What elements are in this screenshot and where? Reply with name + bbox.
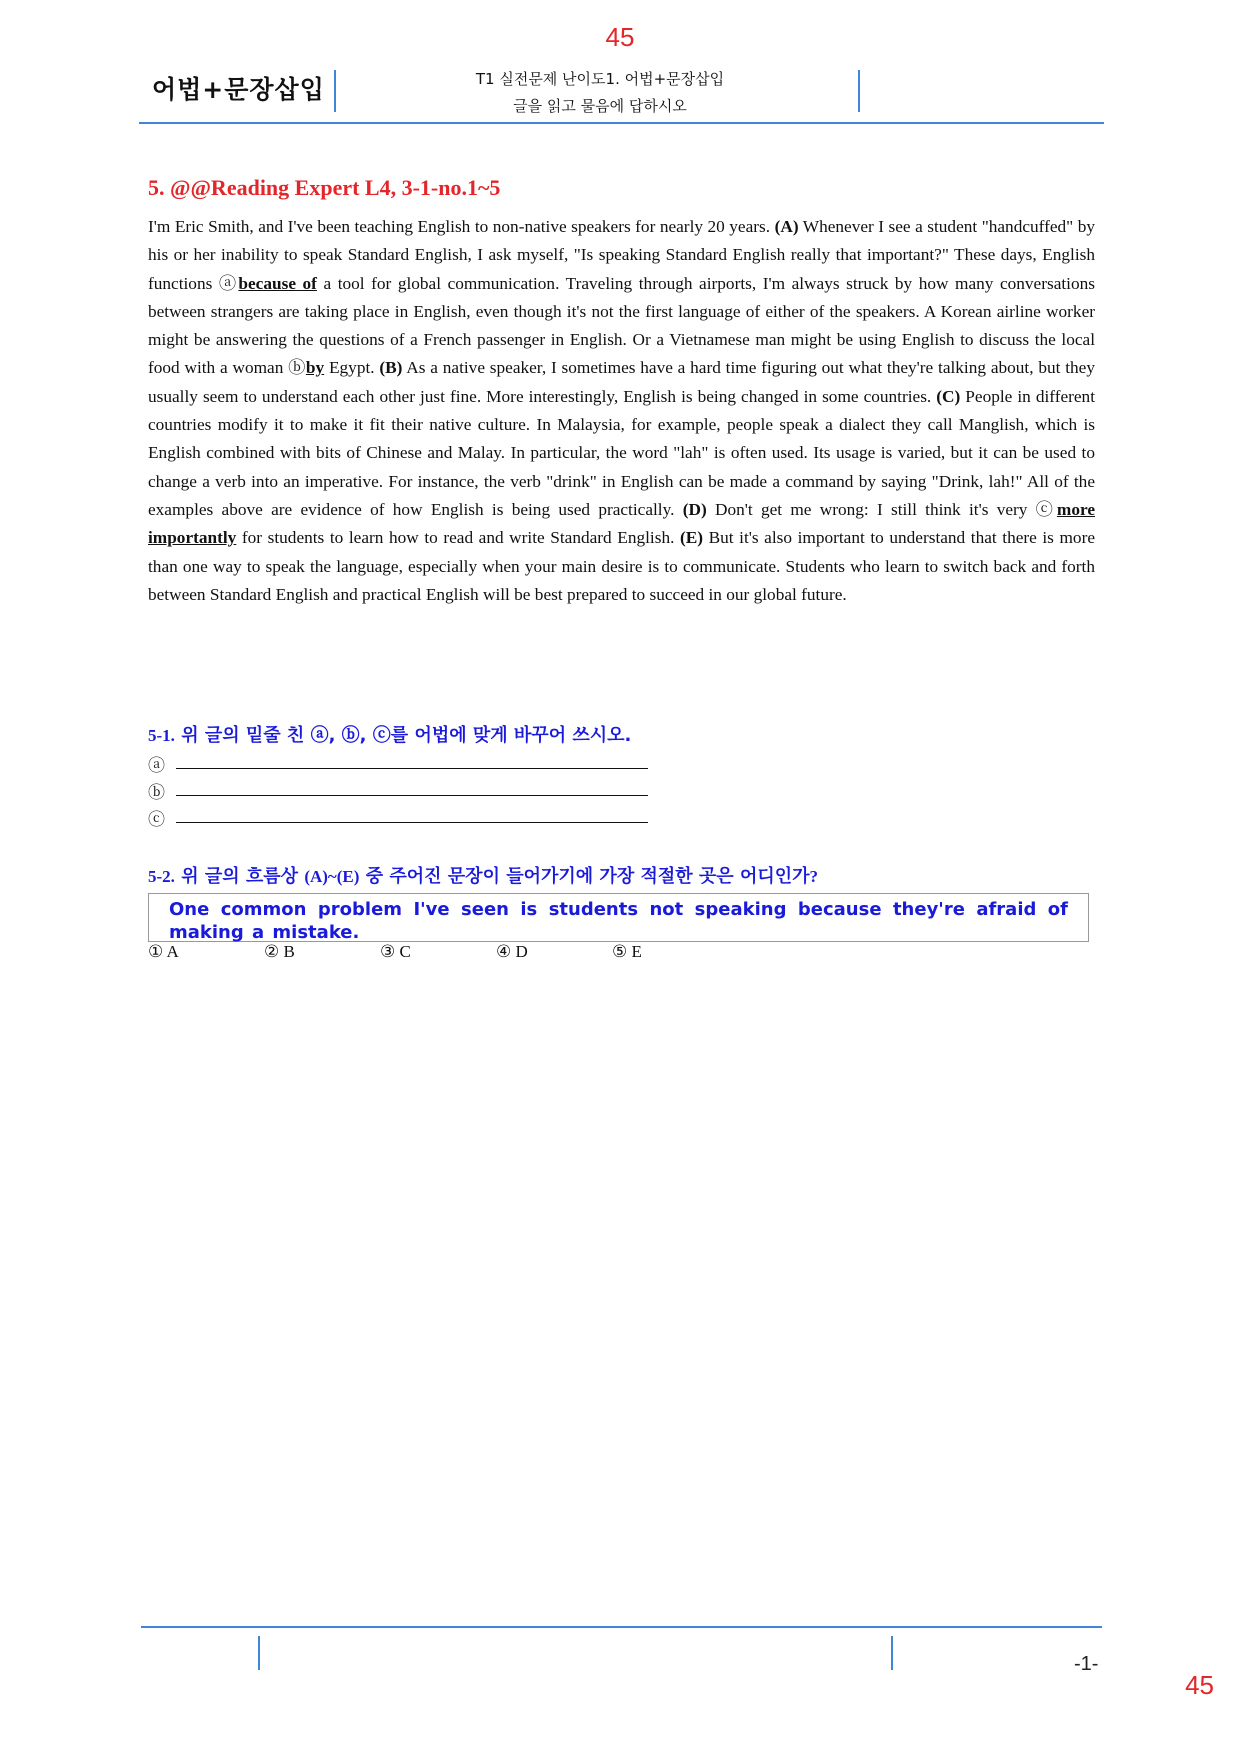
insertion-marker-c: (C) xyxy=(936,386,961,406)
insertion-marker-e: (E) xyxy=(679,528,704,548)
reading-passage xyxy=(148,213,1095,609)
passage-text: But it's also important to understand that there is more than one way to speak the language, especially when your main desire is to communicate. Students who learn to switch back and forth between Standard English and practical English will be best prepared to succeed in our global future. xyxy=(148,528,1095,604)
question-2-text-before: 위 글의 흐름상 xyxy=(174,866,305,887)
choice-4[interactable]: ④ D xyxy=(496,942,528,961)
answer-choices xyxy=(148,942,748,962)
answer-line-b[interactable] xyxy=(148,778,648,802)
passage-text: for students to learn how to read and write Standard English. xyxy=(236,528,680,548)
question-2-text-after: 중 주어진 문장이 들어가기에 가장 적절한 곳은 어디인가 xyxy=(359,866,810,887)
question-1-text: 위 글의 밑줄 친 ⓐ, ⓑ, ⓒ를 어법에 맞게 바꾸어 쓰시오. xyxy=(174,725,632,746)
answer-line-a[interactable] xyxy=(148,751,648,775)
underlined-phrase-a: because of xyxy=(238,273,317,293)
underlined-phrase-c: more importantly xyxy=(148,499,1095,548)
answer-line-c[interactable] xyxy=(148,805,648,829)
question-2-range: (A)~(E) xyxy=(304,867,360,886)
underline-mark-b: ⓑ xyxy=(288,358,306,378)
choice-1[interactable]: ① A xyxy=(148,942,179,961)
question-2-title xyxy=(148,862,818,888)
answer-label-c: ⓒ xyxy=(148,810,165,829)
answer-blank-c[interactable] xyxy=(176,822,648,823)
footer-rule xyxy=(141,1626,1102,1628)
underline-mark-a: ⓐ xyxy=(218,273,239,293)
passage-text: a tool for global communication. Traveling through airports, I'm always struck by how many conversations between strangers are taking place in English, even though it's not the first language of either of the speakers. A Korean airline worker might be answering the questions of a French passenger in English. Or a Vietnamese man might be using English to discuss the local food with a woman xyxy=(148,273,1095,378)
passage-text: Whenever I see a student "handcuffed" by his or her inability to speak Standard English, I ask myself, "Is speaking Standard English really that important?" These days, English functions xyxy=(148,217,1095,293)
page-number-top: 45 xyxy=(605,22,635,52)
question-2-qmark: ? xyxy=(809,867,818,886)
passage-text: I'm Eric Smith, and I've been teaching English to non-native speakers for nearly 20 years. xyxy=(148,217,775,236)
passage-text: Egypt. xyxy=(324,358,380,378)
question-1-number: 5-1. xyxy=(148,726,175,745)
header-divider-left xyxy=(334,70,336,112)
insertion-marker-d: (D) xyxy=(682,499,707,519)
header-title: 어법+문장삽입 xyxy=(152,75,325,104)
choice-5[interactable]: ⑤ E xyxy=(612,942,642,961)
choice-3[interactable]: ③ C xyxy=(380,942,411,961)
header-divider-right xyxy=(858,70,860,112)
passage-text: As a native speaker, I sometimes have a hard time figuring out what they're talking about, but they usually seem to understand each other just fine. More interestingly, English is being changed in some countries. xyxy=(148,358,1095,406)
underlined-phrase-b: by xyxy=(305,358,325,378)
answer-blank-b[interactable] xyxy=(176,795,648,796)
choice-2[interactable]: ② B xyxy=(264,942,295,961)
underline-mark-c: ⓒ xyxy=(1035,499,1057,519)
passage-text: People in different countries modify it to make it fit their native culture. In Malaysia, for example, people speak a dialect they call Manglish, which is English combined with bits of Chinese and Malay. In particular, the word "lah" is often used. Its usage is varied, but it can be used to change a verb into an imperative. For instance, the verb "drink" in English can be made a command by saying "Drink, lah!" All of the examples above are evidence of how English is being used practically. xyxy=(148,386,1095,519)
answer-blank-a[interactable] xyxy=(176,768,648,769)
insertion-marker-b: (B) xyxy=(379,358,403,378)
header-subtitle-line1: T1 실전문제 난이도1. 어법+문장삽입 xyxy=(475,70,725,88)
answer-label-a: ⓐ xyxy=(148,756,165,775)
page-number-bottom: 45 xyxy=(1185,1670,1214,1700)
section-title: 5. @@Reading Expert L4, 3-1-no.1~5 xyxy=(148,175,501,200)
header-subtitle-line2: 글을 읽고 물음에 답하시오 xyxy=(513,97,687,115)
passage-text: Don't get me wrong: I still think it's very xyxy=(706,499,1036,519)
insertion-marker-a: (A) xyxy=(774,217,799,236)
given-sentence-box: One common problem I've seen is students not speaking because they're afraid of making a mistake. xyxy=(148,893,1089,942)
question-1-title xyxy=(148,721,631,747)
footer-divider-left xyxy=(258,1636,260,1670)
footer-divider-right xyxy=(891,1636,893,1670)
footer-page-label: -1- xyxy=(1074,1653,1099,1675)
header-subtitle xyxy=(340,66,860,120)
header-rule xyxy=(139,122,1104,124)
question-2-number: 5-2. xyxy=(148,867,175,886)
answer-label-b: ⓑ xyxy=(148,783,165,802)
